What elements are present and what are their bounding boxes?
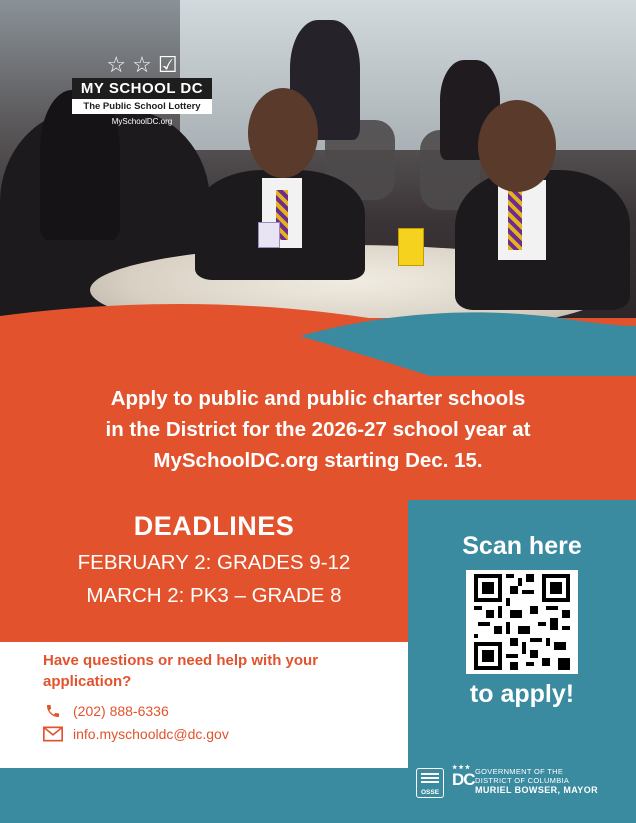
phone-number: (202) 888-6336 (73, 703, 169, 719)
star-icon: ☆ (106, 52, 127, 77)
checkmark-icon: ☑ (157, 52, 178, 77)
gov-line-1: GOVERNMENT OF THE (475, 767, 564, 776)
myschooldc-logo (72, 54, 212, 126)
deadline-item: MARCH 2: PK3 – GRADE 8 (86, 584, 342, 607)
phone-icon (43, 703, 63, 719)
headline-line-2: in the District for the 2026-27 school year at (105, 418, 531, 441)
deadline-item: FEBRUARY 2: GRADES 9-12 (77, 551, 351, 574)
email-icon (43, 726, 63, 742)
qr-code-graphic (474, 574, 570, 670)
help-box (0, 642, 408, 768)
dc-flag-stars: ★★★ (452, 765, 472, 771)
logo-url: MySchoolDC.org (111, 117, 173, 126)
email-row[interactable] (43, 726, 229, 742)
mayor-name: MURIEL BOWSER, MAYOR (475, 785, 599, 795)
headline-line-1: Apply to public and public charter schools (110, 387, 526, 410)
osse-label: OSSE (420, 789, 440, 796)
email-address: info.myschooldc@dc.gov (73, 726, 229, 742)
logo-tagline: The Public School Lottery (72, 99, 212, 114)
dc-mark (452, 765, 475, 790)
help-question: Have questions or need help with your application? (43, 652, 319, 690)
scan-here-text: Scan here (462, 532, 582, 560)
gov-line-2: DISTRICT OF COLUMBIA (475, 776, 570, 785)
cafeteria-photo (0, 0, 636, 340)
phone-row[interactable] (43, 703, 169, 719)
dc-government-credit (475, 767, 598, 796)
dc-letters: DC (452, 770, 475, 789)
osse-logo (416, 768, 444, 798)
star-icon: ☆ (132, 52, 152, 77)
logo-brand: MY SCHOOL DC (72, 78, 212, 99)
headline-line-3: MySchoolDC.org starting Dec. 15. (153, 449, 483, 472)
headline (20, 383, 616, 476)
qr-code[interactable] (466, 570, 578, 674)
wave-divider (0, 296, 636, 376)
to-apply-text: to apply! (469, 680, 575, 708)
deadlines-title: DEADLINES (133, 511, 295, 541)
